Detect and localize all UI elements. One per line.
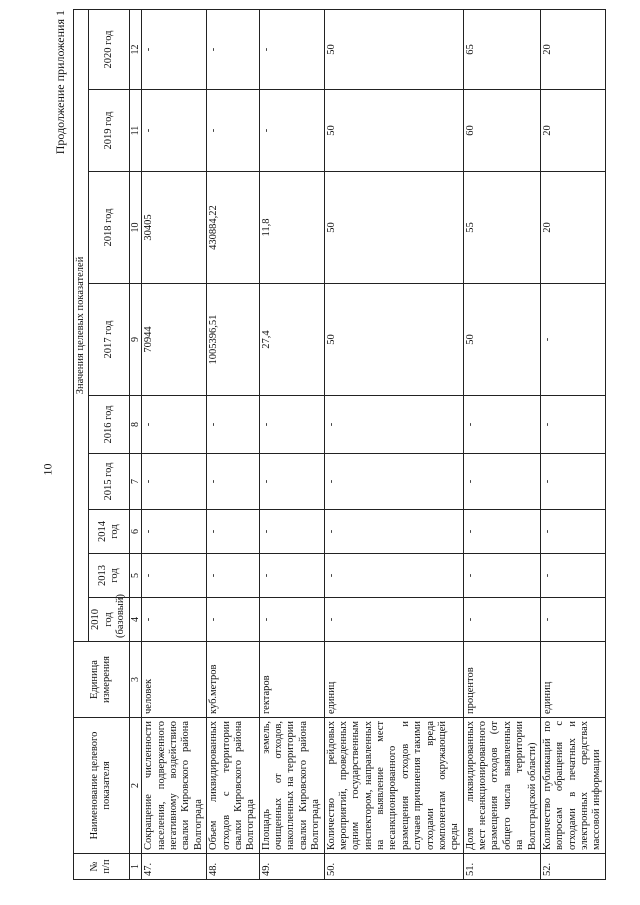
table-row (142, 9, 207, 879)
row-number: 50. (324, 854, 463, 880)
header-year: 2020 год (89, 9, 129, 89)
value-cell: 20 (540, 90, 605, 172)
value-cell: - (259, 9, 324, 89)
column-index: 8 (129, 396, 142, 454)
value-cell: - (324, 396, 463, 454)
header-name: Наименование целевого показателя (74, 718, 130, 854)
value-cell: - (463, 454, 540, 510)
value-cell: - (207, 454, 260, 510)
value-cell: - (259, 554, 324, 598)
rotated-page (45, 10, 605, 880)
table-row (463, 9, 540, 879)
unit-cell: гектаров (259, 642, 324, 718)
value-cell: 50 (324, 90, 463, 172)
table-row (540, 9, 605, 879)
header-row-1 (74, 9, 89, 879)
indicator-name: Доля ликвидированных мест несанкционированного размещения отходов (от общего числа выявленных на территории Волгоградской области) (463, 718, 540, 854)
continuation-label: Продолжение приложения 1 (53, 10, 67, 155)
value-cell: 27,4 (259, 284, 324, 396)
value-cell: 1005396,51 (207, 284, 260, 396)
column-index: 11 (129, 90, 142, 172)
column-index: 1 (129, 854, 142, 880)
value-cell: 55 (463, 172, 540, 284)
header-year: 2016 год (89, 396, 129, 454)
header-year: 2013 год (89, 554, 129, 598)
unit-cell: единиц (324, 642, 463, 718)
indicator-name: Объем ликвидированных отходов с территории свалки Кировского района Волгограда (207, 718, 260, 854)
header-num: № п/п (74, 854, 130, 880)
indicator-name: Количество публикаций по вопросам обращения с отходами в печатных и электронных средствах массовой информации (540, 718, 605, 854)
column-index: 2 (129, 718, 142, 854)
table-row (259, 9, 324, 879)
header-year: 2014 год (89, 510, 129, 554)
column-index: 3 (129, 642, 142, 718)
value-cell: - (142, 554, 207, 598)
header-year: 2010 год (базовый) (89, 598, 129, 642)
table-row (324, 9, 463, 879)
value-cell: - (259, 396, 324, 454)
row-number: 52. (540, 854, 605, 880)
value-cell: 50 (324, 284, 463, 396)
table-row (207, 9, 260, 879)
row-number: 47. (142, 854, 207, 880)
value-cell: - (259, 510, 324, 554)
column-index: 12 (129, 9, 142, 89)
header-year: 2018 год (89, 172, 129, 284)
value-cell: 65 (463, 9, 540, 89)
value-cell: - (324, 510, 463, 554)
column-index-row (129, 9, 142, 879)
header-group: Значения целевых показателей (74, 9, 89, 641)
unit-cell: куб.метров (207, 642, 260, 718)
header-year: 2015 год (89, 454, 129, 510)
row-number: 49. (259, 854, 324, 880)
value-cell: - (142, 510, 207, 554)
value-cell: - (463, 598, 540, 642)
column-index: 10 (129, 172, 142, 284)
value-cell: 50 (463, 284, 540, 396)
value-cell: - (540, 554, 605, 598)
value-cell: - (207, 598, 260, 642)
value-cell: - (142, 598, 207, 642)
value-cell: 20 (540, 172, 605, 284)
value-cell: - (324, 554, 463, 598)
value-cell: - (259, 454, 324, 510)
value-cell: - (207, 554, 260, 598)
column-index: 4 (129, 598, 142, 642)
value-cell: 30405 (142, 172, 207, 284)
indicators-table (73, 9, 606, 880)
value-cell: 20 (540, 9, 605, 89)
row-number: 51. (463, 854, 540, 880)
value-cell: 11,8 (259, 172, 324, 284)
header-year: 2017 год (89, 284, 129, 396)
column-index: 5 (129, 554, 142, 598)
value-cell: - (207, 396, 260, 454)
indicator-name: Количество рейдовых мероприятий, проведенных одним государственным инспектором, направленных на выявление мест несанкционированного размещения отходов и случаев причинения такими отходами вреда компонентам окружающей среды (324, 718, 463, 854)
indicator-name: Площадь земель, очищенных от отходов, накопленных на территории свалки Кировского района Волгограда (259, 718, 324, 854)
value-cell: - (142, 454, 207, 510)
value-cell: - (540, 396, 605, 454)
column-index: 6 (129, 510, 142, 554)
column-index: 9 (129, 284, 142, 396)
unit-cell: единиц (540, 642, 605, 718)
value-cell: - (259, 598, 324, 642)
unit-cell: человек (142, 642, 207, 718)
value-cell: 60 (463, 90, 540, 172)
value-cell: - (324, 454, 463, 510)
value-cell: - (540, 284, 605, 396)
value-cell: - (324, 598, 463, 642)
value-cell: - (463, 510, 540, 554)
value-cell: - (463, 554, 540, 598)
value-cell: - (540, 454, 605, 510)
column-index: 7 (129, 454, 142, 510)
row-number: 48. (207, 854, 260, 880)
value-cell: - (207, 510, 260, 554)
unit-cell: процентов (463, 642, 540, 718)
value-cell: 70944 (142, 284, 207, 396)
value-cell: 50 (324, 9, 463, 89)
value-cell: - (259, 90, 324, 172)
value-cell: - (463, 396, 540, 454)
page-number: 10 (40, 463, 55, 476)
value-cell: - (540, 510, 605, 554)
value-cell: - (207, 90, 260, 172)
value-cell: - (540, 598, 605, 642)
value-cell: 430884,22 (207, 172, 260, 284)
value-cell: - (142, 396, 207, 454)
value-cell: - (142, 90, 207, 172)
value-cell: 50 (324, 172, 463, 284)
value-cell: - (142, 9, 207, 89)
header-unit: Единица измерения (74, 642, 130, 718)
value-cell: - (207, 9, 260, 89)
indicator-name: Сокращение численности населения, подверженного негативному воздействию свалки Кировского района Волгограда (142, 718, 207, 854)
header-year: 2019 год (89, 90, 129, 172)
